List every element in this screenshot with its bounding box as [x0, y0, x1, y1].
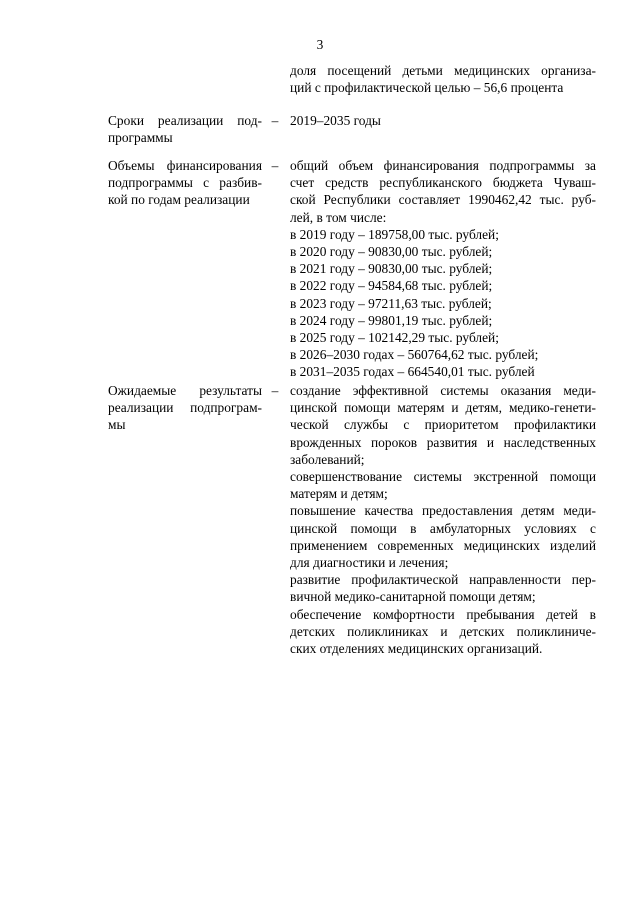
text-line: доля посещений детьми медицинских организа- — [290, 63, 596, 78]
page-number: 3 — [316, 37, 324, 52]
value-line: в 2024 году – 99801,19 тыс. рублей; — [290, 312, 493, 328]
row-dash: – — [271, 113, 279, 128]
row-value — [290, 382, 596, 657]
value-line: цинской помощи матерям и детям, медико-генети- — [290, 400, 596, 416]
value-line: ской Республики составляет 1990462,42 тыс. руб- — [290, 192, 596, 208]
value-line: врожденных пороков развития и наследственных — [290, 434, 596, 450]
row-value — [290, 157, 596, 381]
value-line: 2019–2035 годы — [290, 113, 381, 128]
value-line: заболеваний; — [290, 451, 365, 467]
value-line: повышение качества предоставления детям меди- — [290, 503, 596, 519]
value-line: создание эффективной системы оказания меди- — [290, 383, 596, 398]
label-line: кой по годам реализации — [108, 192, 250, 208]
value-line: счет средств республиканского бюджета Чуваш- — [290, 175, 596, 191]
value-line: детских поликлиниках и детских поликлиниче- — [290, 623, 596, 639]
label-line: подпрограммы с разбив- — [108, 175, 262, 191]
label-line: мы — [108, 417, 126, 433]
value-line: обеспечение комфортности пребывания детей в — [290, 606, 596, 622]
label-line: реализации подпрограм- — [108, 400, 262, 416]
value-line: в 2026–2030 годах – 560764,62 тыс. рублей; — [290, 347, 539, 363]
value-line: развитие профилактической направленности пер- — [290, 572, 596, 588]
value-line: применением современных медицинских изделий — [290, 537, 596, 553]
value-line: в 2020 году – 90830,00 тыс. рублей; — [290, 244, 493, 260]
value-line: в 2023 году – 97211,63 тыс. рублей; — [290, 295, 492, 311]
label-line: Объемы финансирования — [108, 158, 262, 173]
value-line: лей, в том числе: — [290, 209, 387, 225]
row-label — [108, 157, 262, 209]
label-line: Сроки реализации под- — [108, 113, 262, 128]
label-line: Ожидаемые результаты — [108, 383, 262, 398]
value-line: вичной медико-санитарной помощи детям; — [290, 589, 536, 605]
value-line: совершенствование системы экстренной помощи — [290, 469, 596, 485]
text-line: ций с профилактической целью – 56,6 процента — [290, 80, 564, 96]
value-line: для диагностики и лечения; — [290, 555, 449, 571]
value-line: общий объем финансирования подпрограммы за — [290, 158, 596, 173]
continuation-text — [290, 62, 596, 96]
value-line: в 2022 году – 94584,68 тыс. рублей; — [290, 278, 493, 294]
value-line: матерям и детям; — [290, 486, 388, 502]
value-line: в 2025 году – 102142,29 тыс. рублей; — [290, 330, 499, 346]
row-label — [108, 112, 262, 146]
value-line: цинской помощи в амбулаторных условиях с — [290, 520, 596, 536]
label-line: программы — [108, 130, 173, 146]
row-dash: – — [271, 158, 279, 173]
value-line: ских отделениях медицинских организаций. — [290, 641, 543, 657]
value-line: в 2021 году – 90830,00 тыс. рублей; — [290, 261, 493, 277]
row-label — [108, 382, 262, 434]
value-line: ческой службы с приоритетом профилактики — [290, 417, 596, 433]
value-line: в 2031–2035 годах – 664540,01 тыс. рублей — [290, 364, 535, 380]
row-dash: – — [271, 383, 279, 398]
value-line: в 2019 году – 189758,00 тыс. рублей; — [290, 226, 499, 242]
row-value — [290, 112, 596, 129]
